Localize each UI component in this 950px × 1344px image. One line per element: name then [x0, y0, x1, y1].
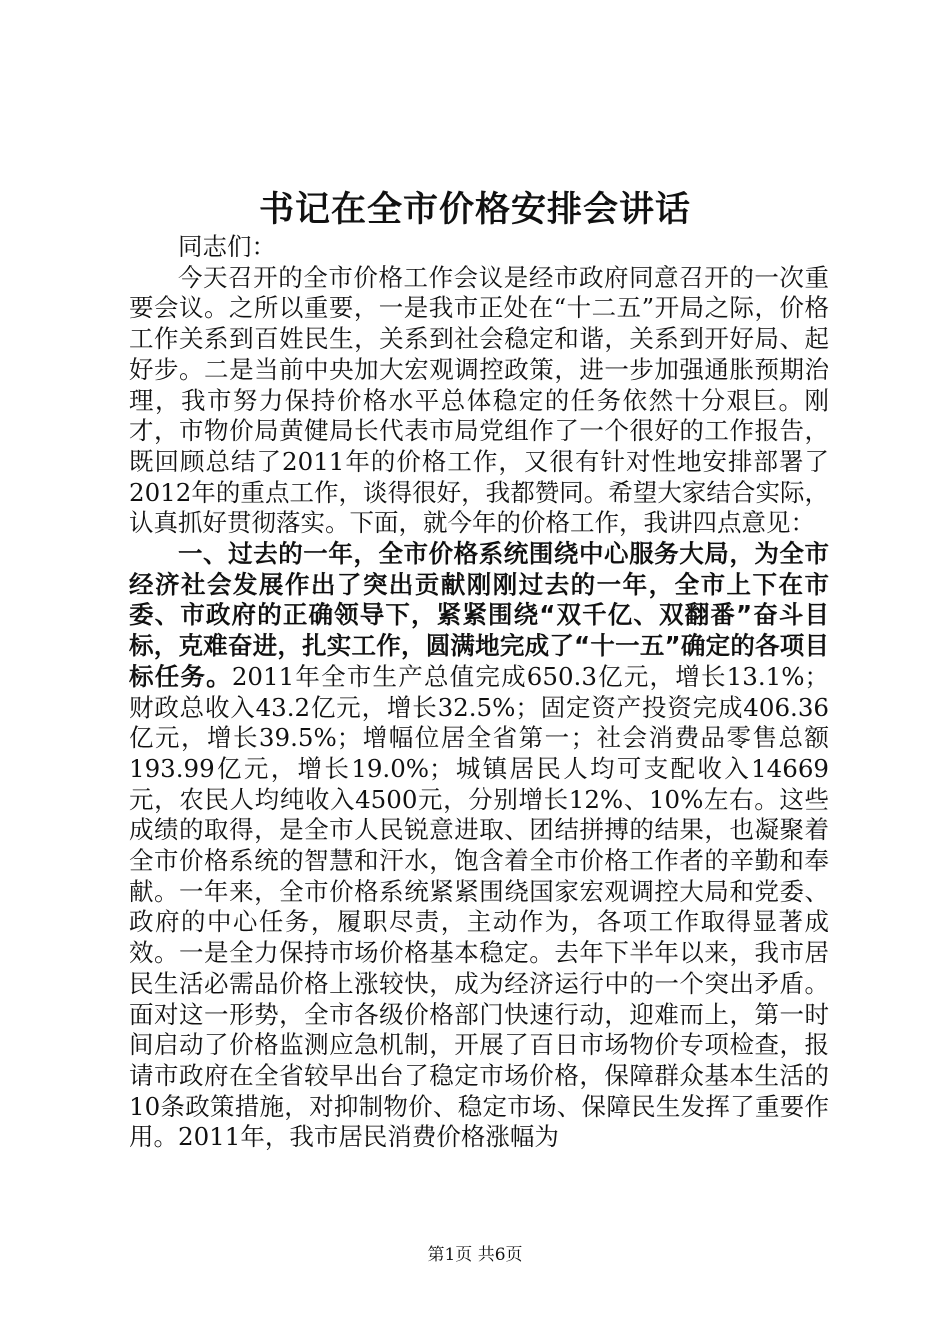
section-1-body: 2011年全市生产总值完成650.3亿元，增长13.1%；财政总收入43.2亿元，增长32.5%；固定资产投资完成406.36亿元，增长39.5%；增幅位居全省第一；社会消费品零售总额193.99亿元，增长19.0%；城镇居民人均可支配收入14669元，农民人均纯收入4500元，分别增长12%、10%左右。这些成绩的取得，是全市人民锐意进取、团结拼搏的结果，也凝聚着全市价格系统的智慧和汗水，饱含着全市价格工作者的辛勤和奉献。一年来，全市价格系统紧紧围绕国家宏观调控大局和党委、政府的中心任务，履职尽责，主动作为，各项工作取得显著成效。一是全力保持市场价格基本稳定。去年下半年以来，我市居民生活必需品价格上涨较快，成为经济运行中的一个突出矛盾。面对这一形势，全市各级价格部门快速行动，迎难而上，第一时间启动了价格监测应急机制，开展了百日市场物价专项检查，报请市政府在全省较早出台了稳定市场价格，保障群众基本生活的10条政策措施，对抑制物价、稳定市场、保障民生发挥了重要作用。2011年，我市居民消费价格涨幅为: [129, 661, 829, 1152]
paragraph-intro: 今天召开的全市价格工作会议是经市政府同意召开的一次重要会议。之所以重要，一是我市正处在“十二五”开局之际，价格工作关系到百姓民生，关系到社会稳定和谐，关系到开好局、起好步。二是当前中央加大宏观调控政策，进一步加强通胀预期治理，我市努力保持价格水平总体稳定的任务依然十分艰巨。刚才，市物价局黄健局长代表市局党组作了一个很好的工作报告，既回顾总结了2011年的价格工作，又很有针对性地安排部署了2012年的重点工作，谈得很好，我都赞同。希望大家结合实际，认真抓好贯彻落实。下面，就今年的价格工作，我讲四点意见：: [129, 262, 829, 538]
document-body: [129, 232, 829, 1153]
section-1-heading: 一、过去的一年，全市价格系统围绕中心服务大局，为全市经济社会发展作出了突出贡献刚刚过去的一年，全市上下在市委、市政府的正确领导下，紧紧围绕“双千亿、双翻番”奋斗目标，克难奋进，扎实工作，圆满地完成了“十一五”确定的各项目标任务。: [129, 539, 829, 691]
salutation: 同志们：: [178, 232, 276, 261]
page-footer: 第1页 共6页: [427, 1245, 523, 1265]
document-title: 书记在全市价格安排会讲话: [258, 189, 691, 230]
paragraph-section-1: [129, 539, 829, 1153]
